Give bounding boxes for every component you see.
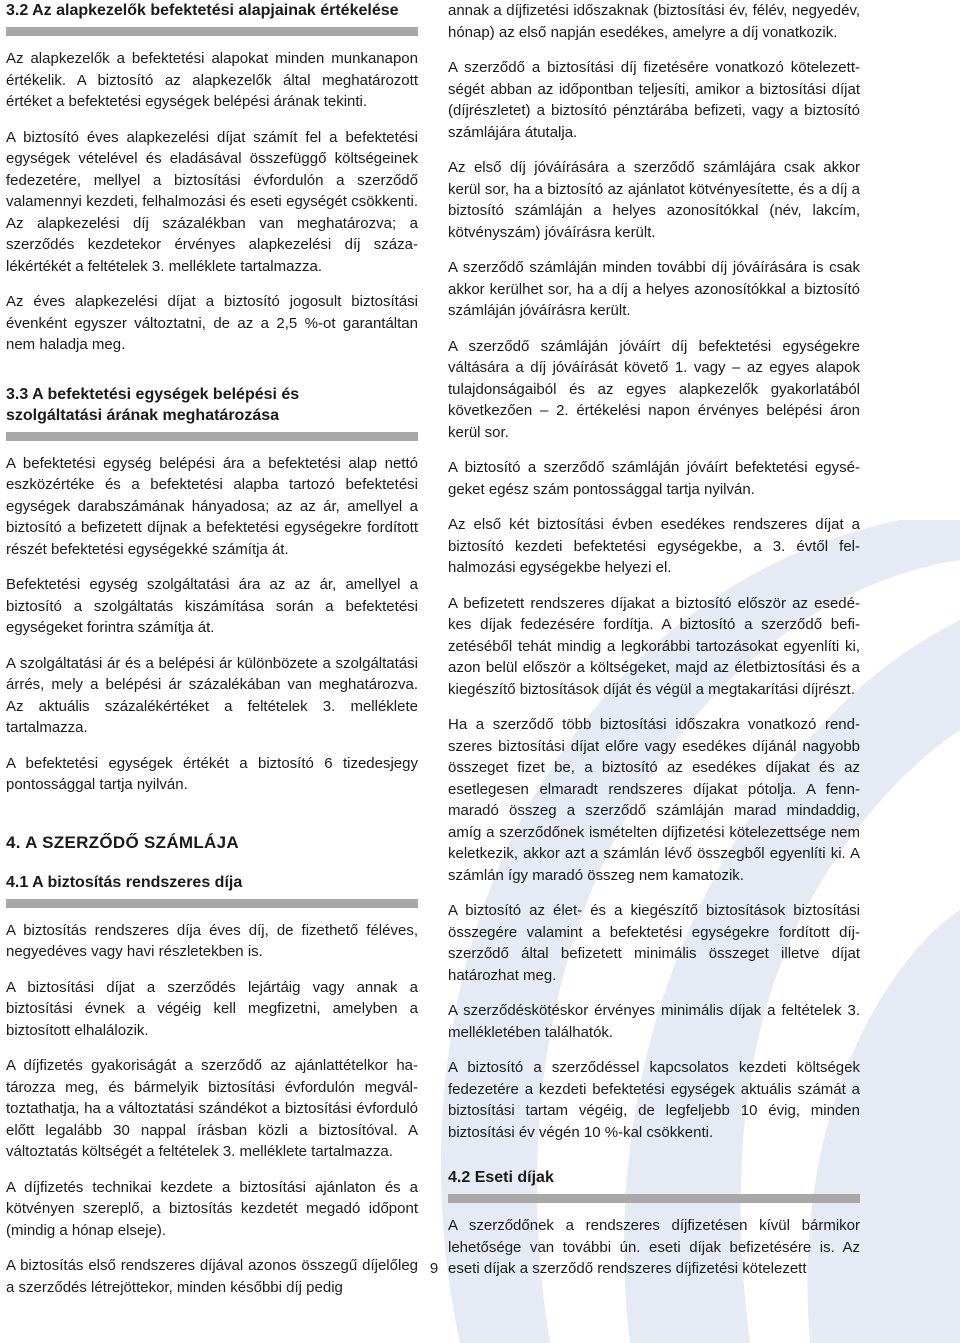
paragraph: A szerződő számláján minden további díj jóváírására is csak akkor kerülhet sor, ha a díj a helyes azonosítókkal a biztosító számláján jóváírásra került. [448,259,860,319]
paragraph: A befizetett rendszeres díjakat a biztosító először az esedékes díjak fedezésére fordítja. A biztosító a szerződő befizetéséből tehát mindig a legkorábbi tartozásokat egyenlíti ki, azon belül először a költségeket, majd az életbiztosítási és a kiegészítő biztosítások díját és végül a megtakarítási díjrészt. [448,594,860,698]
section-4-1-title: 4.1 A biztosítás rendszeres díja [6,873,243,891]
section-divider [6,27,418,36]
section-divider [448,1194,860,1203]
paragraph: A biztosítás első rendszeres díjával azonos összegű díjelőleg a szerződés létrejöttekor, minden későbbi díj pedig [6,1257,418,1296]
paragraph: A befektetési egységek értékét a biztosító 6 tizedesjegy pontossággal tartja nyilván. [6,754,418,793]
paragraph: A biztosító a szerződéssel kapcsolatos kezdeti költségek fedezetére a kezdeti befektetési egységek aktuális számát a biztosítási tartam végéig, de legfeljebb 10 évig, minden biztosítási év végén 10 %-kal csökkenti. [448,1059,860,1141]
paragraph: A befektetési egység belépési ára a befektetési alap nettó eszközértéke és a befektetési alapba tartozó befektetési egységek darabszámának hányadosa; az az ár, amellyel a biztosító a befizetett díjnak a befektetési egységekre fordított részét befektetési egységekké számítja át. [6,454,418,558]
paragraph: Az első díj jóváírására a szerződő számlájára csak akkor kerül sor, ha a biztosító az ajánlatot kötvényesítette, és a díj a biztosító számláján a helyes azonosítókkal (név, lakcím, kötvényszám) jóváírásra került. [448,159,860,241]
section-divider [6,899,418,908]
paragraph: annak a díjfizetési időszaknak (biztosítási év, félév, negyedév, hónap) az első napján esedékes, amelyre a díj vonatkozik. [448,2,860,41]
paragraph: A biztosítási díjat a szerződés lejártáig vagy annak a biztosítási évnek a végéig kell megfizetni, amelyben a biztosított elhalálozik. [6,978,418,1039]
paragraph: Befektetési egység szolgáltatási ára az az ár, amellyel a biztosító a szolgáltatás kiszámítása során a befektetési egységeket forintra számítja át. [6,576,418,636]
chapter-4-title: 4. A SZERZŐDŐ SZÁMLÁJA [6,832,239,852]
paragraph: Az alapkezelők a befektetési alapokat minden munkanapon értékelik. A biztosító az alapkezelők által meghatározott értéket a befektetési egységek belépési árának tekinti. [6,50,418,110]
paragraph: A szerződőnek a rendszeres díjfizetésen kívül bármikor lehetősége van további ún. eseti díjak befizetésére is. Az eseti díjak a szerződő rendszeres díjfizetési kötelezett [448,1217,860,1277]
paragraph: A biztosítás rendszeres díja éves díj, de fizethető féléves, negyedéves vagy havi részletekben is. [6,921,418,960]
paragraph: A szolgáltatási ár és a belépési ár különbözete a szolgáltatási árrés, mely a belépési ár százalékában van meghatározva. Az aktuális százalékértéket a feltételek 3. melléklete tartalmazza. [6,654,418,736]
page-number: 9 [429,1260,439,1277]
section-3-2-title: 3.2 Az alapkezelők befektetési alapjainak értékelése [6,2,399,19]
paragraph: A szerződő számláján jóváírt díj befektetési egységekre váltására a díj jóváírását követő 1. vagy – az egyes alapok tulajdonságaiból és az egyes alapkezelők gyakorlatából következően – 2. értékelési napon érvényes belépési áron kerül sor. [448,337,860,441]
paragraph: A díjfizetés gyakoriságát a szerződő az ajánlattételkor határozza meg, és bármelyik biztosítási évfordulón megváltoztathatja, ha a változtatási szándékot a biztosítási évforduló előtt legalább 30 nappal írásban közli a biztosítóval. A változtatás költségét a feltételek 3. melléklete tartalmazza. [6,1057,418,1160]
section-3-3-title-line2: szolgáltatási árának meghatározása [6,406,280,424]
section-3-3-title-line1: 3.3 A befektetési egységek belépési és [6,385,300,403]
paragraph: Ha a szerződő több biztosítási időszakra vonatkozó rendszeres biztosítási díjat előre vagy esedékes díjánál nagyobb összeget fizet be, a biztosító az esedékes díjakat és az esetlegesen elmaradt rendszeres díjakat pótolja. A fennmaradó összeg a szerződő számláján marad mindaddig, amíg a szerződőnek ismételten díjfizetési kötelezettsége nem keletkezik, akkor azt a számlán lévő összegből egyenlíti ki. A számlán így maradó összeg nem kamatozik. [448,716,860,884]
paragraph: Az első két biztosítási évben esedékes rendszeres díjat a biztosító kezdeti befektetési egységekbe, a 3. évtől felhalmozási egységekbe helyezi el. [448,516,860,576]
paragraph: A biztosító éves alapkezelési díjat számít fel a befektetési egységek vételével és eladásával összefüggő költségeinek fedezetére, mellyel a biztosítási évfordulón a szerződő valamennyi kezdeti, felhalmozási és eseti egységét csökkenti. Az alapkezelési díj százalékban van meghatározva; a szerződés kezdetekor érvényes alapkezelési díj százalékértékét a feltételek 3. melléklete tartalmazza. [6,128,418,275]
paragraph: A díjfizetés technikai kezdete a biztosítási ajánlaton és a kötvényen szereplő, a biztosítás kezdetét megadó időpont (mindig a hónap elseje). [6,1178,418,1239]
section-4-2-title: 4.2 Eseti díjak [448,1169,554,1186]
paragraph: A szerződő a biztosítási díj fizetésére vonatkozó kötelezettségét abban az időpontban teljesíti, amikor a biztosítási díjat (díjrészletet) a biztosító pénztárába befizeti, vagy a biztosító számlájára átutalja. [448,59,860,141]
left-column [6,0,418,1312]
paragraph: A szerződéskötéskor érvényes minimális díjak a feltételek 3. mellékletében találhatók. [448,1002,860,1041]
section-divider [6,432,418,441]
section-3-3-title [6,384,418,426]
right-column [448,0,860,1294]
paragraph: A biztosító az élet- és a kiegészítő biztosítások biztosítási összegére valamint a befektetési egységekre fordított díjszerződő által befizetett minimális összeget illetve díjat határozhat meg. [448,902,860,984]
paragraph: Az éves alapkezelési díjat a biztosító jogosult biztosítási évenként egyszer változtatni, de az a 2,5 %-ot garantáltan nem haladja meg. [6,293,418,353]
paragraph: A biztosító a szerződő számláján jóváírt befektetési egységeket egész szám pontossággal tartja nyilván. [448,459,860,498]
